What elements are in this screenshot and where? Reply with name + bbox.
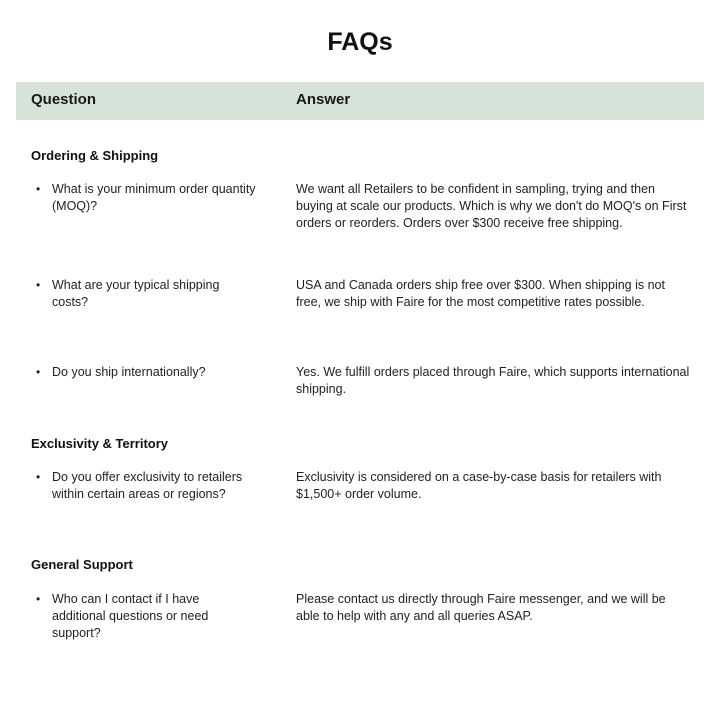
column-header-question: Question: [31, 91, 97, 108]
bullet: •: [36, 470, 41, 484]
faq-answer: Exclusivity is considered on a case-by-case basis for retailers with $1,500+ order volume.: [296, 470, 662, 501]
table-header: [16, 82, 704, 120]
bullet: •: [36, 182, 41, 196]
faq-answer: We want all Retailers to be confident in sampling, trying and then buying at scale our products. Which is why we don't do MOQ's on First orders or reorders. Orders over $300 receive free shipping.: [296, 182, 687, 230]
faq-question: • What are your typical shipping costs?: [36, 278, 220, 309]
section-heading-exclusivity-territory: Exclusivity & Territory: [31, 436, 169, 451]
page-title: FAQs: [327, 28, 393, 56]
faq-question: • What is your minimum order quantity (MOQ)?: [36, 182, 256, 213]
bullet: •: [36, 592, 41, 606]
bullet: •: [36, 278, 41, 292]
faq-question: • Do you ship internationally?: [36, 365, 206, 379]
faq-answer: Yes. We fulfill orders placed through Faire, which supports international shipping.: [296, 365, 690, 396]
faq-answer: USA and Canada orders ship free over $300. When shipping is not free, we ship with Faire for the most competitive rates possible.: [296, 278, 665, 309]
faq-question: • Who can I contact if I have additional questions or need support?: [36, 592, 209, 640]
bullet: •: [36, 365, 41, 379]
section-heading-general-support: General Support: [31, 557, 133, 572]
section-heading-ordering-shipping: Ordering & Shipping: [31, 148, 159, 163]
faq-question: • Do you offer exclusivity to retailers within certain areas or regions?: [36, 470, 243, 501]
column-header-answer: Answer: [296, 91, 351, 108]
faq-answer: Please contact us directly through Faire messenger, and we will be able to help with any and all queries ASAP.: [296, 592, 666, 623]
